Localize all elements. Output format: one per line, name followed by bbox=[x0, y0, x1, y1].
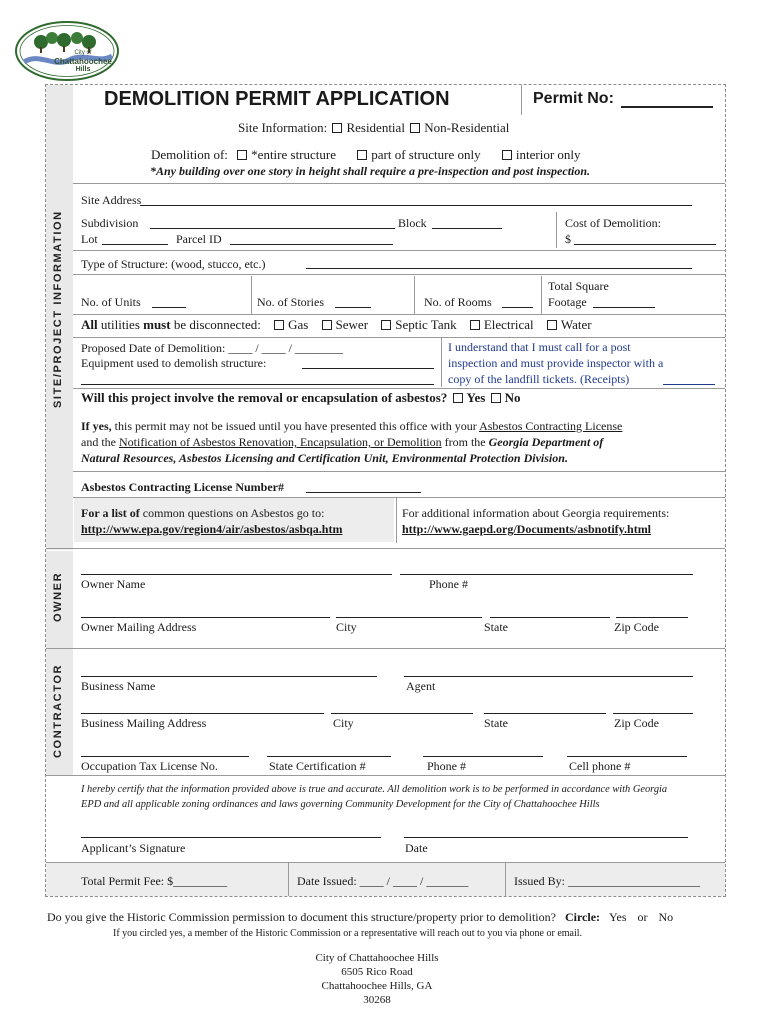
utilities-all: All bbox=[81, 317, 98, 332]
ga-requirements-label: For additional information about Georgia requirements: bbox=[402, 506, 670, 520]
water-label: Water bbox=[560, 317, 592, 332]
electrical-checkbox[interactable] bbox=[470, 320, 480, 330]
asbestos-license-link: Asbestos Contracting License bbox=[479, 419, 623, 433]
total-fee-field[interactable]: Total Permit Fee: $_________ bbox=[81, 874, 228, 888]
if-yes-line-1 bbox=[81, 419, 622, 434]
asbestos-question-row bbox=[81, 390, 520, 406]
issued-by-field[interactable]: Issued By: ______________________ bbox=[514, 874, 700, 888]
historic-row bbox=[47, 910, 673, 925]
gaepd-link[interactable]: http://www.gaepd.org/Documents/asbnotify.html bbox=[402, 522, 652, 536]
contractor-state-field[interactable] bbox=[484, 713, 606, 714]
links-divider bbox=[396, 498, 397, 543]
interior-only-label: interior only bbox=[515, 147, 581, 162]
no-stories-label: No. of Stories bbox=[257, 295, 324, 309]
agent-field[interactable] bbox=[404, 676, 693, 677]
natural-resources-text: Natural Resources, Asbestos Licensing and Certification Unit, Environmental Protection Division. bbox=[81, 451, 568, 465]
divider-11 bbox=[46, 775, 725, 776]
historic-question: Do you give the Historic Commission permission to document this structure/property prior to demolition? bbox=[47, 910, 556, 924]
historic-or-text: or bbox=[637, 910, 648, 924]
contractor-state-label: State bbox=[484, 716, 508, 730]
understand-line-1: I understand that I must call for a post bbox=[448, 340, 631, 354]
no-rooms-field[interactable] bbox=[502, 307, 533, 308]
owner-phone-label: Phone # bbox=[429, 577, 468, 591]
no-units-field[interactable] bbox=[152, 307, 186, 308]
water-checkbox[interactable] bbox=[547, 320, 557, 330]
logo-hills-line: Hills bbox=[75, 66, 91, 73]
owner-state-field[interactable] bbox=[490, 617, 610, 618]
georgia-dept-text: Georgia Department of bbox=[488, 435, 604, 449]
entire-structure-checkbox[interactable] bbox=[237, 150, 247, 160]
divider-3 bbox=[73, 274, 725, 275]
equipment-label: Equipment used to demolish structure: bbox=[81, 356, 267, 370]
address-line-1: City of Chattahoochee Hills bbox=[315, 952, 439, 964]
logo-city-line: City of bbox=[74, 50, 92, 56]
epa-faq-link[interactable]: http://www.epa.gov/region4/air/asbestos/asbqa.htm bbox=[81, 522, 343, 536]
units-divider bbox=[251, 276, 252, 314]
contractor-phone-field[interactable] bbox=[423, 756, 543, 757]
subdivision-label: Subdivision bbox=[81, 216, 139, 230]
demolition-of-row bbox=[151, 147, 581, 163]
non-residential-label: Non-Residential bbox=[424, 120, 510, 135]
rooms-divider bbox=[541, 276, 542, 314]
from-the-text: from the bbox=[441, 435, 489, 449]
no-stories-field[interactable] bbox=[335, 307, 371, 308]
utilities-rest: be disconnected: bbox=[170, 317, 261, 332]
subdivision-field[interactable] bbox=[150, 228, 395, 229]
divider-4 bbox=[73, 314, 725, 315]
cell-phone-field[interactable] bbox=[567, 756, 687, 757]
no-rooms-label: No. of Rooms bbox=[424, 295, 492, 309]
divider-5 bbox=[73, 337, 725, 338]
type-structure-label: Type of Structure: (wood, stucco, etc.) bbox=[81, 257, 266, 271]
address-line-3: Chattahoochee Hills, GA bbox=[321, 980, 433, 992]
equipment-field-2[interactable] bbox=[81, 384, 434, 385]
owner-address-field[interactable] bbox=[81, 617, 330, 618]
historic-circle-label: Circle: bbox=[564, 910, 601, 924]
asbestos-yes-checkbox[interactable] bbox=[453, 393, 463, 403]
sewer-checkbox[interactable] bbox=[322, 320, 332, 330]
residential-label: Residential bbox=[346, 120, 405, 135]
cost-label: Cost of Demolition: bbox=[565, 216, 661, 230]
owner-address-label: Owner Mailing Address bbox=[81, 620, 197, 634]
page-title: DEMOLITION PERMIT APPLICATION bbox=[104, 88, 450, 110]
footer-divider-1 bbox=[288, 863, 289, 896]
owner-state-label: State bbox=[484, 620, 508, 634]
signature-label: Applicant’s Signature bbox=[81, 841, 186, 855]
business-address-label: Business Mailing Address bbox=[81, 716, 207, 730]
proposed-date-field[interactable]: ____ / ____ / ________ bbox=[228, 341, 343, 355]
understand-divider bbox=[441, 338, 442, 387]
city-logo bbox=[14, 20, 120, 82]
asbestos-no-checkbox[interactable] bbox=[491, 393, 501, 403]
proposed-date-row bbox=[81, 341, 343, 356]
owner-city-label: City bbox=[336, 620, 357, 634]
occupation-license-label: Occupation Tax License No. bbox=[81, 759, 218, 773]
state-certification-label: State Certification # bbox=[269, 759, 366, 773]
logo-name-line: Chattahoochee bbox=[54, 57, 112, 66]
faq-label-bold: For a list of bbox=[81, 506, 140, 520]
divider-9 bbox=[46, 548, 725, 549]
and-the-text: and the bbox=[81, 435, 119, 449]
sewer-label: Sewer bbox=[335, 317, 369, 332]
divider-2 bbox=[73, 250, 725, 251]
signature-date-label: Date bbox=[405, 841, 428, 855]
cost-divider bbox=[556, 212, 557, 248]
contractor-label: CONTRACTOR bbox=[52, 663, 64, 758]
signature-field[interactable] bbox=[81, 837, 381, 838]
contractor-zip-label: Zip Code bbox=[614, 716, 659, 730]
part-structure-checkbox[interactable] bbox=[357, 150, 367, 160]
divider-7 bbox=[73, 471, 725, 472]
understand-line-3: copy of the landfill tickets. (Receipts) bbox=[448, 372, 630, 386]
certify-line-1: I hereby certify that the information provided above is true and accurate. All demolition work is to be performed in accordance with Georgia bbox=[81, 784, 668, 795]
asbestos-question: Will this project involve the removal or encapsulation of asbestos? bbox=[81, 390, 448, 405]
divider-1 bbox=[73, 183, 725, 184]
proposed-date-label: Proposed Date of Demolition: bbox=[81, 341, 226, 355]
divider-6 bbox=[73, 388, 725, 389]
business-name-label: Business Name bbox=[81, 679, 156, 693]
license-number-field[interactable] bbox=[306, 492, 421, 493]
understand-initial-field[interactable] bbox=[663, 384, 715, 385]
understand-line-2: inspection and must provide inspector with a bbox=[448, 356, 664, 370]
agent-label: Agent bbox=[406, 679, 436, 693]
demolition-of-label: Demolition of: bbox=[151, 147, 228, 162]
entire-structure-label: *entire structure bbox=[251, 147, 336, 162]
address-line-4: 30268 bbox=[363, 994, 391, 1006]
inspection-note: *Any building over one story in height shall require a pre-inspection and post inspection. bbox=[150, 164, 591, 178]
gas-checkbox[interactable] bbox=[274, 320, 284, 330]
if-yes-line-2 bbox=[81, 435, 603, 450]
business-address-field[interactable] bbox=[81, 713, 324, 714]
cost-field[interactable] bbox=[574, 244, 716, 245]
historic-no-option[interactable]: No bbox=[658, 910, 674, 924]
utilities-must: must bbox=[143, 317, 171, 332]
septic-tank-label: Septic Tank bbox=[395, 317, 457, 332]
site-project-label: SITE/PROJECT INFORMATION bbox=[52, 210, 64, 408]
site-info-row bbox=[238, 120, 509, 136]
site-address-label: Site Address bbox=[81, 193, 142, 207]
interior-only-checkbox[interactable] bbox=[502, 150, 512, 160]
faq-label-rest: common questions on Asbestos go to: bbox=[139, 506, 325, 520]
contractor-zip-field[interactable] bbox=[613, 713, 693, 714]
no-units-label: No. of Units bbox=[81, 295, 141, 309]
header-divider bbox=[521, 85, 522, 115]
type-structure-field[interactable] bbox=[306, 268, 692, 269]
utilities-mid: utilities bbox=[97, 317, 144, 332]
divider-10 bbox=[46, 648, 725, 649]
owner-label: OWNER bbox=[52, 571, 64, 622]
certify-line-2: EPD and all applicable zoning ordinances and laws governing Community Development for the City of Chattahoochee Hills bbox=[81, 799, 600, 810]
residential-checkbox[interactable] bbox=[332, 123, 342, 133]
permit-no-field[interactable] bbox=[621, 106, 713, 108]
utilities-row bbox=[81, 317, 592, 333]
state-certification-field[interactable] bbox=[267, 756, 391, 757]
license-number-label: Asbestos Contracting License Number# bbox=[81, 480, 284, 494]
owner-name-field[interactable] bbox=[81, 574, 392, 575]
historic-yes-option[interactable]: Yes bbox=[609, 910, 627, 924]
if-yes-label: If yes, bbox=[81, 419, 112, 433]
contractor-phone-label: Phone # bbox=[427, 759, 466, 773]
equipment-field-1[interactable] bbox=[302, 368, 434, 369]
electrical-label: Electrical bbox=[483, 317, 534, 332]
non-residential-checkbox[interactable] bbox=[410, 123, 420, 133]
parcel-id-field[interactable] bbox=[230, 244, 393, 245]
cost-dollar-label: $ bbox=[565, 232, 571, 246]
septic-tank-checkbox[interactable] bbox=[381, 320, 391, 330]
signature-date-field[interactable] bbox=[404, 837, 688, 838]
notification-link: Notification of Asbestos Renovation, Encapsulation, or Demolition bbox=[119, 435, 442, 449]
cell-phone-label: Cell phone # bbox=[569, 759, 631, 773]
total-square-label: Total Square bbox=[548, 279, 609, 293]
owner-name-label: Owner Name bbox=[81, 577, 146, 591]
asbestos-no-label: No bbox=[504, 390, 521, 405]
owner-phone-field[interactable] bbox=[400, 574, 693, 575]
parcel-id-label: Parcel ID bbox=[176, 232, 222, 246]
gas-label: Gas bbox=[288, 317, 309, 332]
lot-field[interactable] bbox=[102, 244, 168, 245]
if-yes-text: this permit may not be issued until you have presented this office with your bbox=[111, 419, 480, 433]
site-info-label: Site Information: bbox=[238, 120, 328, 135]
address-line-2: 6505 Rico Road bbox=[341, 966, 413, 978]
footage-field[interactable] bbox=[593, 307, 655, 308]
footage-label: Footage bbox=[548, 295, 587, 309]
asbestos-yes-label: Yes bbox=[466, 390, 486, 405]
part-structure-label: part of structure only bbox=[371, 147, 481, 162]
owner-city-field[interactable] bbox=[336, 617, 482, 618]
owner-zip-label: Zip Code bbox=[614, 620, 659, 634]
lot-label: Lot bbox=[81, 232, 98, 246]
permit-no-label: Permit No: bbox=[533, 90, 614, 107]
block-label: Block bbox=[398, 216, 427, 230]
faq-label bbox=[81, 506, 324, 521]
contractor-city-field[interactable] bbox=[331, 713, 473, 714]
owner-zip-field[interactable] bbox=[616, 617, 688, 618]
contractor-city-label: City bbox=[333, 716, 354, 730]
historic-note: If you circled yes, a member of the Historic Commission or a representative will reach out to you via phone or email. bbox=[113, 928, 583, 939]
footer-divider-2 bbox=[505, 863, 506, 896]
occupation-license-field[interactable] bbox=[81, 756, 249, 757]
date-issued-field[interactable]: Date Issued: ____ / ____ / _______ bbox=[297, 874, 469, 888]
block-field[interactable] bbox=[432, 228, 502, 229]
stories-divider bbox=[414, 276, 415, 314]
business-name-field[interactable] bbox=[81, 676, 377, 677]
site-address-field[interactable] bbox=[140, 205, 692, 206]
